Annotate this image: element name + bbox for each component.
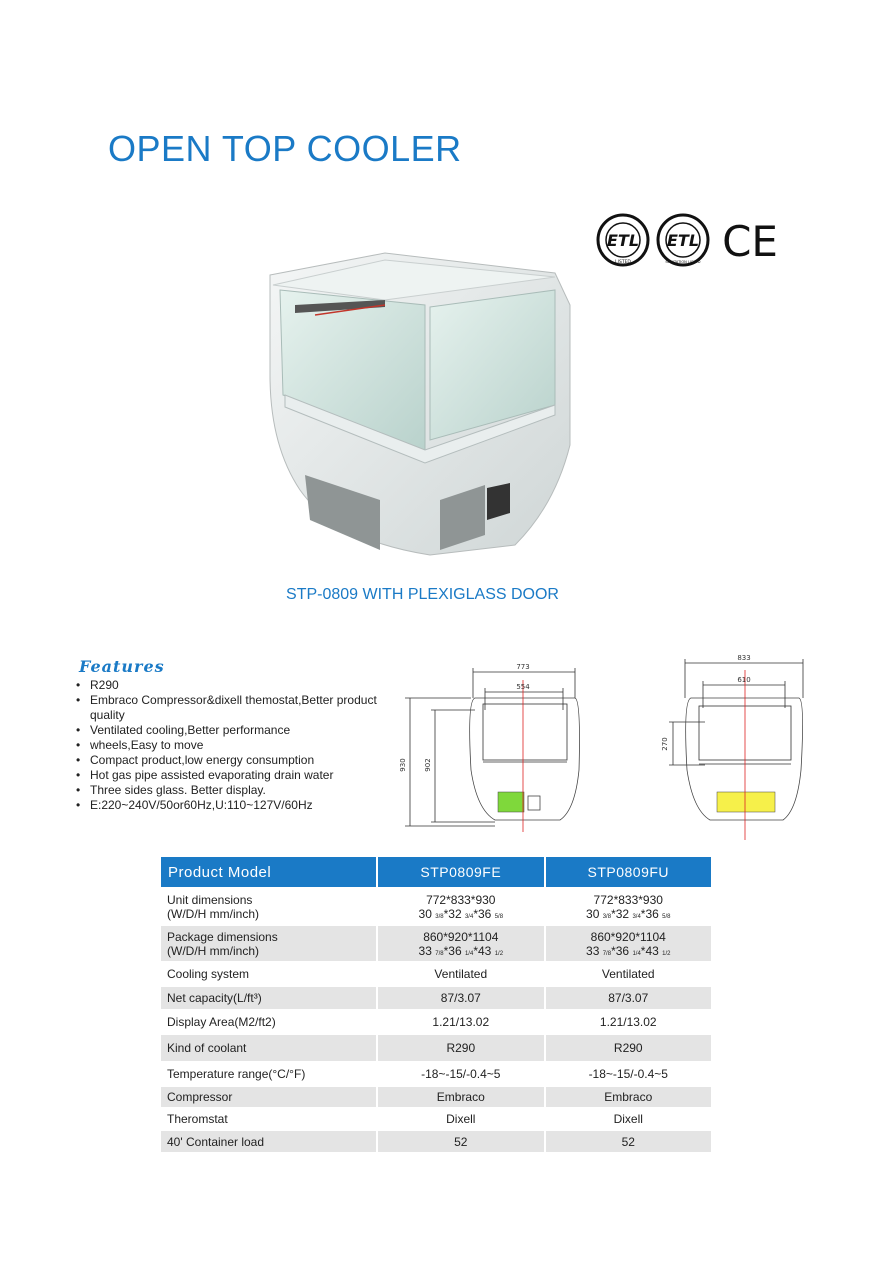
dim-width-inner: 554 (516, 683, 530, 691)
feature-item: • Compact product,low energy consumption (76, 753, 396, 768)
cell-fe: -18~-15/-0.4~5 (377, 1062, 544, 1086)
etl-sanitation-logo (658, 215, 708, 265)
row-label: Display Area(M2/ft2) (161, 1010, 377, 1034)
table-row (161, 986, 712, 1010)
dim-width-total: 773 (516, 663, 530, 671)
dim-height-body: 902 (424, 758, 432, 772)
table-row (161, 1010, 712, 1034)
etl-sanitation-ring-text: SANITATION LISTED (665, 260, 701, 264)
dim-side-width-total: 833 (737, 654, 751, 662)
row-label: Unit dimensions (W/D/H mm/inch) (161, 888, 377, 925)
etl-listed-ring-text: LISTED (615, 260, 631, 265)
cell-fe: 87/3.07 (377, 986, 544, 1010)
cell-fu: Embraco (545, 1086, 712, 1108)
table-row (161, 1086, 712, 1108)
table-row (161, 1062, 712, 1086)
cell-fe: 772*833*930 30 3/8*32 3/4*36 5/8 (377, 888, 544, 925)
row-label: Temperature range(°C/°F) (161, 1062, 377, 1086)
table-row (161, 1130, 712, 1152)
table-row (161, 1034, 712, 1062)
table-row (161, 1108, 712, 1130)
cell-fu: 1.21/13.02 (545, 1010, 712, 1034)
feature-item: • R290 (76, 678, 396, 693)
front-dimension-drawing (395, 650, 600, 840)
dim-side-width-inner: 610 (737, 676, 751, 684)
etl-sanitation-text: ETL (666, 231, 700, 250)
table-row (161, 925, 712, 962)
table-row (161, 888, 712, 925)
side-dimension-drawing (655, 650, 815, 840)
page-title: OPEN TOP COOLER (108, 128, 462, 169)
certification-marks (595, 210, 785, 270)
ce-mark: CE (722, 217, 778, 266)
cell-fe: 1.21/13.02 (377, 1010, 544, 1034)
cell-fu: Dixell (545, 1108, 712, 1130)
header-model-fe: STP0809FE (377, 857, 544, 888)
feature-item: • E:220~240V/50or60Hz,U:110~127V/60Hz (76, 798, 396, 813)
product-caption: STP-0809 WITH PLEXIGLASS DOOR (286, 586, 559, 603)
feature-item: • Hot gas pipe assisted evaporating drain water (76, 768, 396, 783)
feature-item: • wheels,Easy to move (76, 738, 396, 753)
header-product-model: Product Model (161, 857, 377, 888)
cell-fu: 87/3.07 (545, 986, 712, 1010)
features-heading: Features (79, 657, 165, 676)
spec-table (161, 857, 713, 1152)
cell-fe: Dixell (377, 1108, 544, 1130)
row-label: Compressor (161, 1086, 377, 1108)
row-label: Theromstat (161, 1108, 377, 1130)
features-list (76, 678, 396, 813)
dim-height-total: 930 (399, 758, 407, 772)
etl-listed-logo (598, 215, 648, 265)
cell-fe: 860*920*1104 33 7/8*36 1/4*43 1/2 (377, 925, 544, 962)
cell-fu: Ventilated (545, 962, 712, 986)
row-label: 40' Container load (161, 1130, 377, 1152)
table-row (161, 962, 712, 986)
feature-item: • Ventilated cooling,Better performance (76, 723, 396, 738)
cell-fe: Embraco (377, 1086, 544, 1108)
dim-side-height-open: 270 (661, 737, 669, 751)
cell-fe: Ventilated (377, 962, 544, 986)
table-header (161, 857, 712, 888)
cell-fu: R290 (545, 1034, 712, 1062)
feature-item: • Three sides glass. Better display. (76, 783, 396, 798)
cell-fu: 860*920*1104 33 7/8*36 1/4*43 1/2 (545, 925, 712, 962)
header-model-fu: STP0809FU (545, 857, 712, 888)
cell-fu: 772*833*930 30 3/8*32 3/4*36 5/8 (545, 888, 712, 925)
row-label: Package dimensions (W/D/H mm/inch) (161, 925, 377, 962)
row-label: Net capacity(L/ft³) (161, 986, 377, 1010)
etl-listed-text: ETL (606, 231, 640, 250)
feature-item: • Embraco Compressor&dixell themostat,Better product quality (76, 693, 396, 723)
cooler-product-image (255, 245, 575, 565)
row-label: Kind of coolant (161, 1034, 377, 1062)
cell-fe: 52 (377, 1130, 544, 1152)
cell-fe: R290 (377, 1034, 544, 1062)
cell-fu: -18~-15/-0.4~5 (545, 1062, 712, 1086)
cell-fu: 52 (545, 1130, 712, 1152)
row-label: Cooling system (161, 962, 377, 986)
